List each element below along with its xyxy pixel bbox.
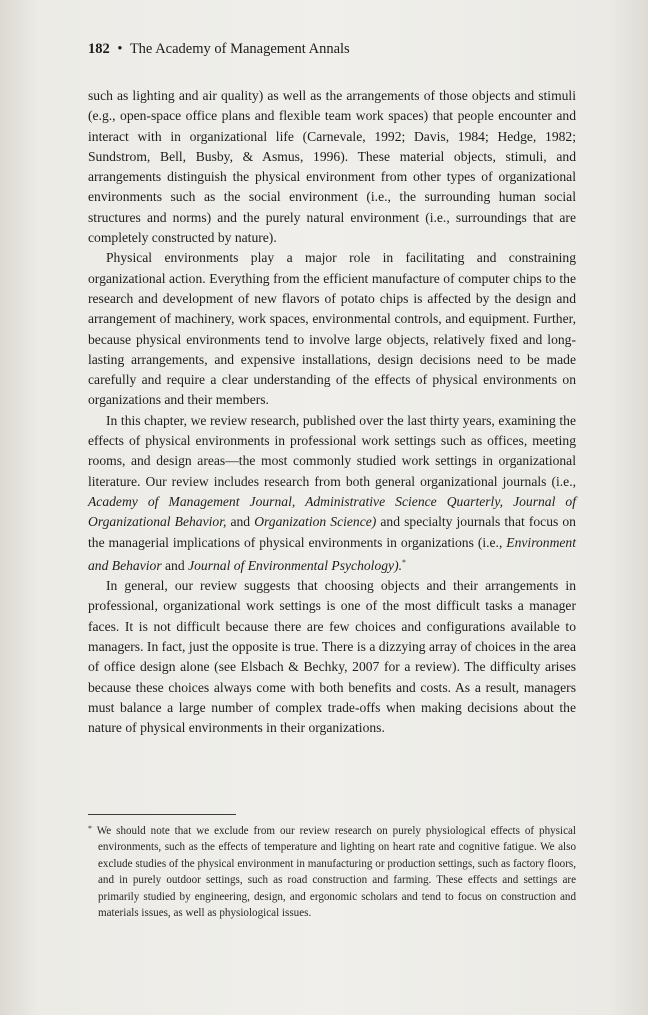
paragraph-3-text-a: In this chapter, we review research, published over the last thirty years, examining the effects of physical environments in professional work settings such as offices, meeting rooms, and design areas—the most commonly studied work settings in organizational literature. Our review includes research from both general organizational journals (i.e., [88,412,576,489]
paragraph-3-text-b: and [226,514,255,530]
paragraph-3 [88,411,576,576]
journal-environmental-psychology: Journal of Environmental Psychology). [188,557,402,573]
paragraph-3-text-c: and specialty journals that focus on the managerial implications of physical environments in organizations (i.e., [88,514,576,550]
paragraph-1: such as lighting and air quality) as well as the arrangements of those objects and stimuli (e.g., open-space office plans and flexible team work spaces) that people encounter and interact with in organizational life (Carnevale, 1992; Davis, 1984; Hedge, 1982; Sundstrom, Bell, Busby, & Asmus, 1996). These material objects, stimuli, and arrangements distinguish the physical environment from other types of organizational environments such as the social environment (i.e., the surrounding human social structures and norms) and the purely natural environment (i.e., surroundings that are completely constructed by nature). [88,88,576,246]
footnote-reference: * [402,557,406,567]
paragraph-3-text-d: and [161,557,189,573]
running-title: The Academy of Management Annals [129,41,350,57]
footnote-divider [88,814,236,815]
header-separator: • [117,41,123,57]
paragraph-2: Physical environments play a major role in facilitating and constraining organizational action. Everything from the efficient manufacture of computer chips to the research and development of new flavors of potato chips is affected by the design and arrangement of machinery, work spaces, environmental controls, and equipment. Further, because physical environments tend to involve large objects, relatively fixed and long-lasting arrangements, and expensive installations, design decisions need to be made carefully and require a clear understanding of the effects of physical environments on organizations and their members. [88,250,576,408]
journal-organization-science: Organization Science) [254,514,377,530]
running-header [88,41,350,58]
paragraph-4: In general, our review suggests that choosing objects and their arrangements in professional, organizational work settings is one of the most difficult tasks a manager faces. It is not difficult because there are few choices and configurations available to managers. In fact, just the opposite is true. There is a dizzying array of choices in the area of office design alone (see Elsbach & Bechky, 2007 for a review). The difficulty arises because these choices always come with both benefits and costs. As a result, managers must balance a large number of complex trade-offs when making decisions about the nature of physical environments in their organizations. [88,578,576,736]
footnote-text: We should note that we exclude from our review research on purely physiological effects of physical environments, such as the effects of temperature and lighting on heart rate and cognitive fatigue. We also exclude studies of the physical environment in manufacturing or production settings, such as factory floors, and in purely outdoor settings, such as road construction and farming. These effects and settings are primarily studied by engineering, design, and ergonomic scholars and tend to focus on construction and materials issues, as well as physiological issues. [96,825,576,920]
body-text [88,86,576,739]
footnote [88,821,576,921]
page-number: 182 [88,41,110,57]
footnote-mark: * [88,824,92,833]
journal-environment-and-behavior: Environment and Behavior [88,534,576,573]
journal-list-general: Academy of Management Journal, Administrative Science Quarterly, Journal of Organizational Behavior, [88,493,576,530]
